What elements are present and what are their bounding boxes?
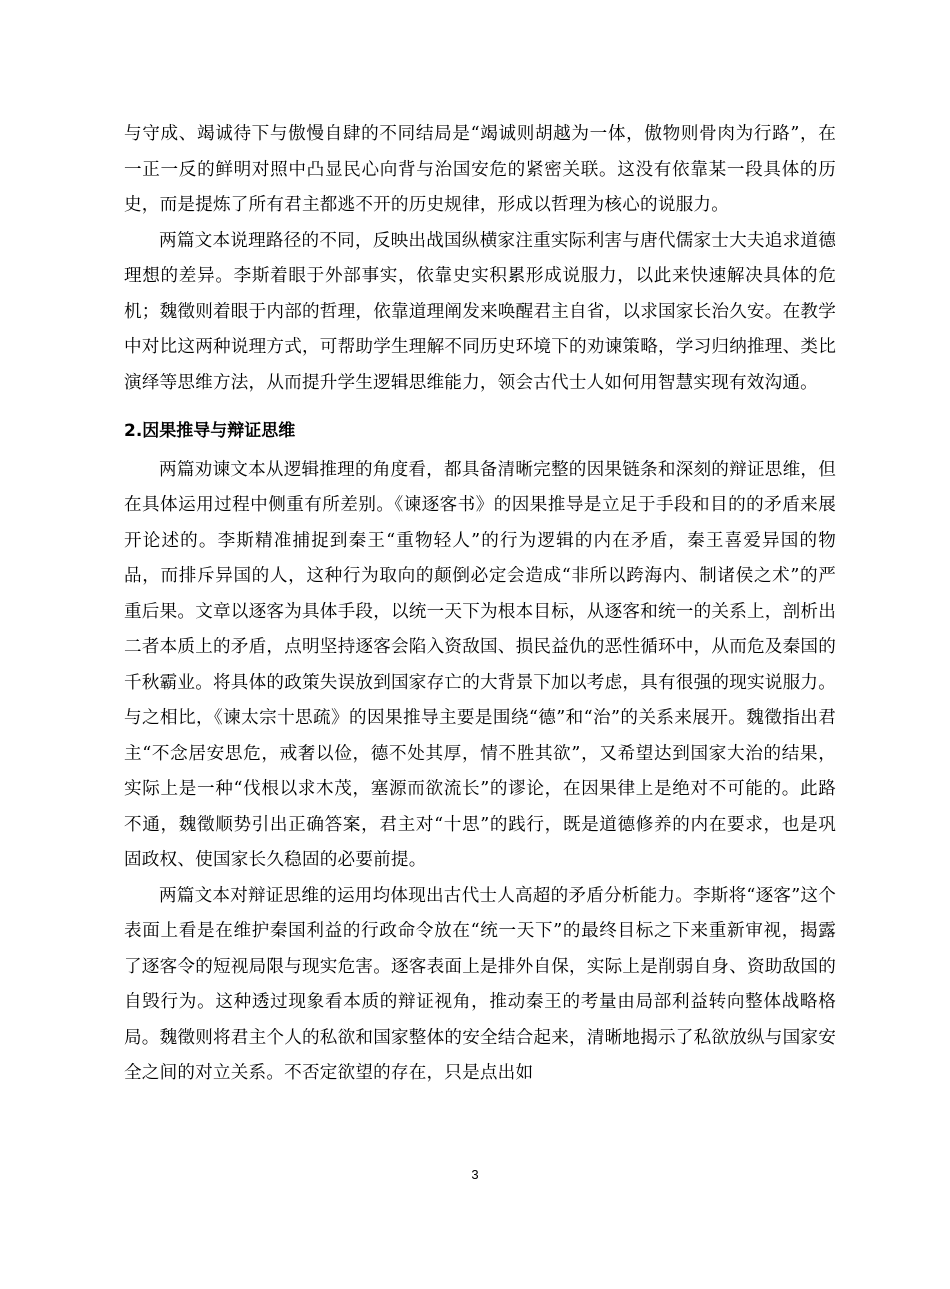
paragraph-dialectical-thinking: 两篇文本对辩证思维的运用均体现出古代士人高超的矛盾分析能力。李斯将“逐客”这个表面上看是在维护秦国利益的行政命令放在“统一天下”的最终目标之下来重新审视，揭露了逐客令的短视局限与现实危害。逐客表面上是排外自保，实际上是削弱自身、资助敌国的自毁行为。这种透过现象看本质的辩证视角，推动秦王的考量由局部利益转向整体战略格局。魏徵则将君主个人的私欲和国家整体的安全结合起来，清晰地揭示了私欲放纵与国家安全之间的对立关系。不否定欲望的存在，只是点出如	[124, 885, 836, 1083]
paragraph-continuation: 与守成、竭诚待下与傲慢自肆的不同结局是“竭诚则胡越为一体，傲物则骨肉为行路”，在一正一反的鲜明对照中凸显民心向背与治国安危的紧密关联。这没有依靠某一段具体的历史，而是提炼了所有君主都逃不开的历史规律，形成以哲理为核心的说服力。	[124, 124, 836, 215]
section-heading: 2.因果推导与辩证思维	[124, 421, 296, 441]
paragraph-reasoning-paths: 两篇文本说理路径的不同，反映出战国纵横家注重实际利害与唐代儒家士大夫追求道德理想的差异。李斯着眼于外部事实，依靠史实积累形成说服力，以此来快速解决具体的危机；魏徵则着眼于内部的哲理，依靠道理阐发来唤醒君主自省，以求国家长治久安。在教学中对比这两种说理方式，可帮助学生理解不同历史环境下的劝谏策略，学习归纳推理、类比演绎等思维方法，从而提升学生逻辑思维能力，领会古代士人如何用智慧实现有效沟通。	[124, 230, 836, 393]
page-body	[124, 117, 836, 1092]
paragraph-causal-reasoning: 两篇劝谏文本从逻辑推理的角度看，都具备清晰完整的因果链条和深刻的辩证思维，但在具体运用过程中侧重有所差别。《谏逐客书》的因果推导是立足于手段和目的的矛盾来展开论述的。李斯精准捕捉到秦王“重物轻人”的行为逻辑的内在矛盾，秦王喜爱异国的物品，而排斥异国的人，这种行为取向的颠倒必定会造成“非所以跨海内、制诸侯之术”的严重后果。文章以逐客为具体手段，以统一天下为根本目标，从逐客和统一的关系上，剖析出二者本质上的矛盾，点明坚持逐客会陷入资敌国、损民益仇的恶性循环中，从而危及秦国的千秋霸业。将具体的政策失误放到国家存亡的大背景下加以考虑，具有很强的现实说服力。与之相比，《谏太宗十思疏》的因果推导主要是围绕“德”和“治”的关系来展开。魏徵指出君主“不念居安思危，戒奢以俭，德不处其厚，情不胜其欲”，又希望达到国家大治的结果，实际上是一种“伐根以求木茂，塞源而欲流长”的谬论，在因果律上是绝对不可能的。此路不通，魏徵顺势引出正确答案，君主对“十思”的践行，既是道德修养的内在要求，也是巩固政权、使国家长久稳固的必要前提。	[124, 459, 836, 870]
page-number: 3	[471, 1167, 479, 1182]
